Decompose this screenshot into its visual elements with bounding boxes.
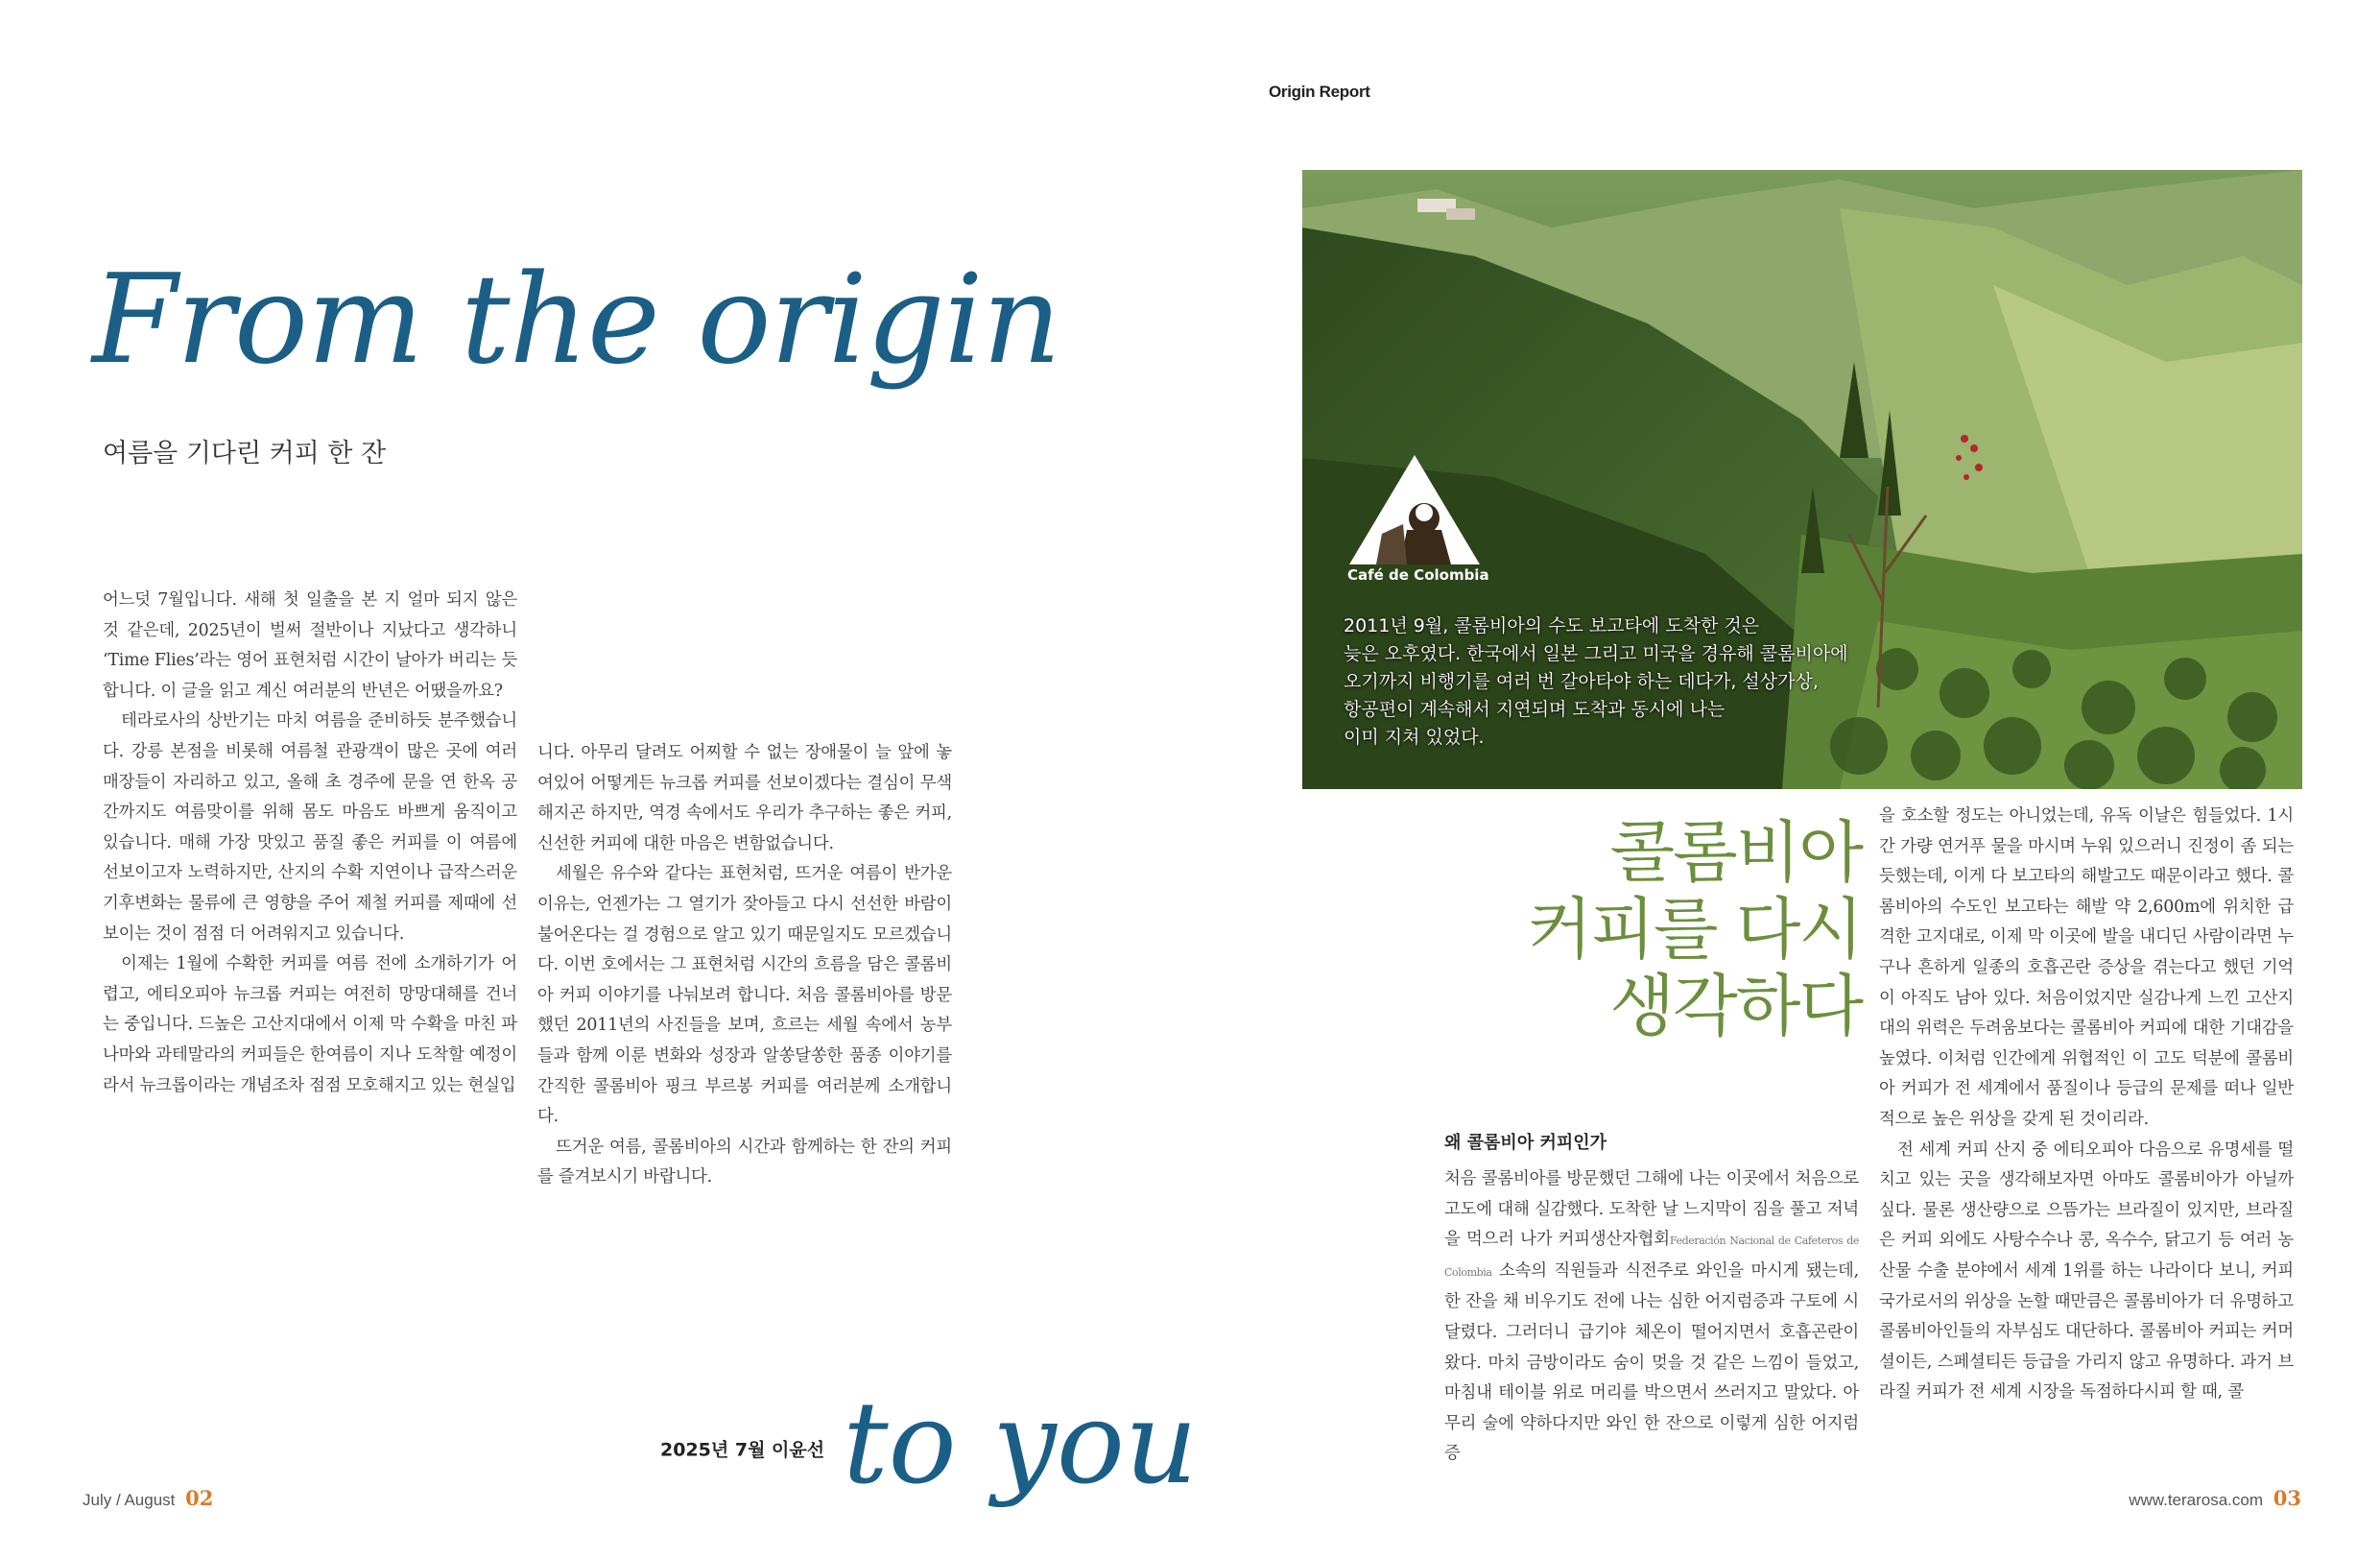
paragraph: 어느덧 7월입니다. 새해 첫 일출을 본 지 얼마 되지 않은 것 같은데, 2025년이 벌써 절반이나 지났다고 생각하니 ‘Time Flies’라는 영어 표현처럼 시간이 날아가 버리는 듯합니다. 이 글을 읽고 계신 여러분의 반년은 어땠을까요?: [103, 590, 517, 701]
paragraph: 세월은 유수와 같다는 표현처럼, 뜨거운 여름이 반가운 이유는, 언젠가는 그 열기가 잦아들고 다시 선선한 바람이 불어온다는 걸 경험으로 알고 있기 때문일지도 모르겠습니다. 이번 호에서는 그 표현처럼 시간의 흐름을 담은 콜롬비아 커피 이야기를 나눠보려 합니다. 처음 콜롬비아를 방문했던 2011년의 사진들을 보며, 흐르는 세월 속에서 농부들과 함께 이룬 변화와 성장과 알쏭달쏭한 품종 이야기를 간직한 콜롬비아 핑크 부르봉 커피를 여러분께 소개합니다.: [537, 864, 952, 1127]
paragraph: 니다. 아무리 달려도 어찌할 수 없는 장애물이 늘 앞에 놓여있어 어떻게든 뉴크롭 커피를 선보이겠다는 결심이 무색해지곤 하지만, 역경 속에서도 우리가 추구하는 좋은 커피, 신선한 커피에 대한 마음은 변함없습니다.: [537, 743, 952, 853]
photo-caption: [1344, 612, 1881, 752]
subtitle: 여름을 기다린 커피 한 잔: [103, 439, 387, 468]
website-url: www.terarosa.com: [2129, 1491, 2264, 1509]
page-number-left: 02: [185, 1486, 214, 1510]
signature: 2025년 7월 이윤선: [660, 1439, 825, 1461]
caption-line: 항공편이 계속해서 지연되며 도착과 동시에 나는: [1344, 699, 1726, 720]
logo-emblem-icon: [1347, 451, 1482, 566]
paragraph: 뜨거운 여름, 콜롬비아의 시간과 함께하는 한 잔의 커피를 즐겨보시기 바랍니다.: [537, 1137, 952, 1187]
article-headline: 콜롬비아 커피를 다시 생각하다: [1527, 813, 1862, 1045]
paragraph: 이제는 1월에 수확한 커피를 여름 전에 소개하기가 어렵고, 에티오피아 뉴크롭 커피는 여전히 망망대해를 건너는 중입니다. 드높은 고산지대에서 이제 막 수확을 마친 파나마와 과테말라의 커피들은 한여름이 지나 도착할 예정이라서 뉴크롭이라는 개념조차 점점 모호해지고 있는 현실입: [103, 954, 517, 1095]
signature-line: [660, 1377, 1198, 1515]
running-head: Origin Report: [1269, 83, 1370, 101]
text-run: 처음 콜롬비아를 방문했던 그해에 나는 이곳에서 처음으로 고도에 대해 실감했다. 도착한 날 느지막이 짐을 풀고 저녁을 먹으러 나가 커피생산자협회: [1444, 1169, 1859, 1250]
script-closing: to you: [843, 1377, 1198, 1509]
script-title: From the origin: [92, 249, 1060, 392]
logo-text: Café de Colombia: [1347, 566, 1489, 584]
caption-line: 오기까지 비행기를 여러 번 갈아타야 하는 데다가, 설상가상,: [1344, 671, 1819, 692]
footer-left: [83, 1486, 219, 1510]
issue-label: July / August: [83, 1491, 176, 1509]
caption-line: 늦은 오후였다. 한국에서 일본 그리고 미국을 경유해 콜롬비아에: [1344, 643, 1848, 664]
paragraph: 테라로사의 상반기는 마치 여름을 준비하듯 분주했습니다. 강릉 본점을 비롯해 여름철 관광객이 많은 곳에 여러 매장들이 자리하고 있고, 올해 초 경주에 문을 연 한옥 공간까지도 여름맞이를 위해 몸도 마음도 바쁘게 움직이고 있습니다. 매해 가장 맛있고 품질 좋은 커피를 이 여름에 선보이고자 노력하지만, 산지의 수확 지연이나 급작스러운 기후변화는 물류에 큰 영향을 주어 제철 커피를 제때에 선보이는 것이 점점 더 어려워지고 있습니다.: [103, 711, 517, 944]
body-column-1: [103, 586, 517, 1101]
org-name-note: Federación Nacional de Cafeteros de Colombia: [1444, 1235, 1859, 1279]
caption-line: 이미 지쳐 있었다.: [1344, 727, 1485, 748]
paragraph: 을 호소할 정도는 아니었는데, 유독 이날은 힘들었다. 1시간 가량 연거푸 물을 마시며 누워 있으러니 진정이 좀 되는 듯했는데, 이게 다 보고타의 해발고도 때문이라고 했다. 콜롬비아의 수도인 보고타는 해발 약 2,600m에 위치한 급격한 고지대로, 이제 막 이곳에 발을 내디딘 사람이라면 누구나 흔하게 일종의 호흡곤란 증상을 겪는다고 했던 기억이 아직도 남아 있다. 처음이었지만 실감나게 느낀 고산지대의 위력은 두려움보다는 콜롬비아 커피에 대한 기대감을 높였다. 이처럼 인간에게 위협적인 이 고도 덕분에 콜롬비아 커피가 전 세계에서 품질이나 등급의 문제를 떠나 일반적으로 높은 위상을 갖게 된 것이리라.: [1879, 806, 2294, 1129]
footer-right: [2129, 1486, 2307, 1510]
paragraph: 전 세계 커피 산지 중 에티오피아 다음으로 유명세를 떨치고 있는 곳을 생각해보자면 아마도 콜롬비아가 아닐까 싶다. 물론 생산량으로 으뜸가는 브라질이 있지만, 브라질은 커피 외에도 사탕수수나 콩, 옥수수, 닭고기 등 여러 농산물 수출 분야에서 세계 1위를 하는 나라이다 보니, 커피 국가로서의 위상을 논할 때만큼은 콜롬비아가 더 유명하고 콜롬비아인들의 자부심도 대단하다. 콜롬비아 커피는 커머셜이든, 스페셜티든 등급을 가리지 않고 유명하다. 과거 브라질 커피가 전 세계 시장을 독점하다시피 할 때, 콜: [1879, 1139, 2294, 1403]
caption-line: 2011년 9월, 콜롬비아의 수도 보고타에 도착한 것은: [1344, 615, 1760, 636]
body-column-3: [1444, 1164, 1859, 1470]
cafe-de-colombia-logo: [1347, 451, 1489, 595]
body-column-2: [537, 738, 952, 1193]
text-run: 소속의 직원들과 식전주로 와인을 마시게 됐는데, 한 잔을 채 비우기도 전에 나는 심한 어지럼증과 구토에 시달렸다. 그러더니 급기야 체온이 떨어지면서 호흡곤란이 왔다. 마치 금방이라도 숨이 멎을 것 같은 느낌이 들었고, 마침내 테이블 위로 머리를 박으면서 쓰러지고 말았다. 아무리 술에 약하다지만 와인 한 잔으로 이렇게 심한 어지럼증: [1444, 1260, 1859, 1464]
paragraph: [1444, 1164, 1859, 1470]
body-column-4: [1879, 802, 2294, 1408]
page-number-right: 03: [2273, 1486, 2301, 1510]
section-heading: 왜 콜롬비아 커피인가: [1444, 1133, 1607, 1153]
